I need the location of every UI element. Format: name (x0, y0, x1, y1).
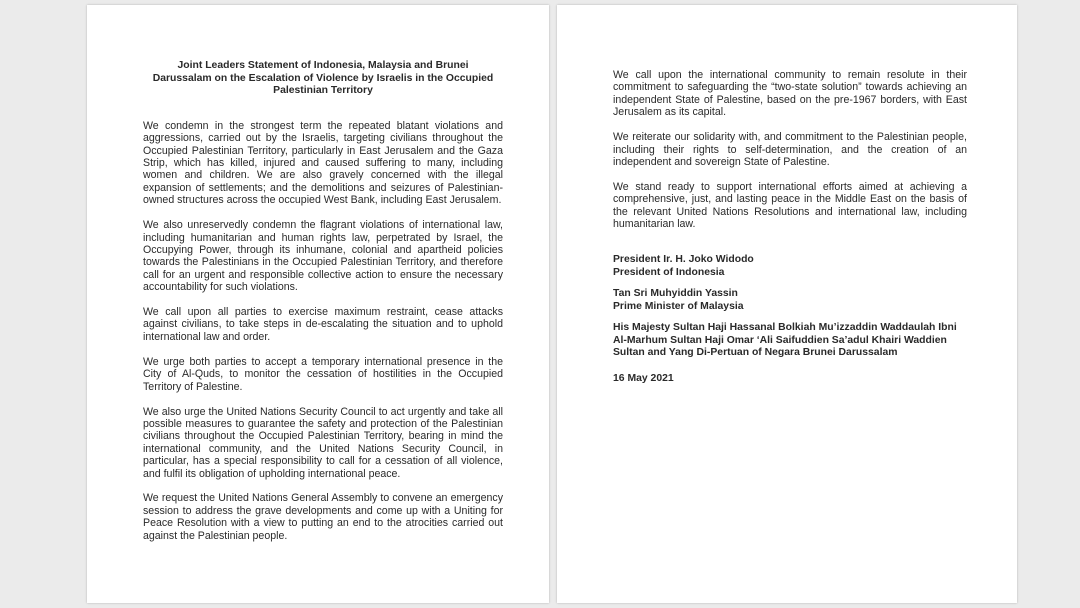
signatory-title: Prime Minister of Malaysia (613, 300, 744, 312)
paragraph: We reiterate our solidarity with, and commitment to the Palestinian people, including their rights to self-determination, and the creation of an independent and sovereign State of Palestine. (613, 131, 967, 168)
signatory-name: President Ir. H. Joko Widodo (613, 254, 754, 266)
paragraph: We also urge the United Nations Security Council to act urgently and take all possible measures to guarantee the safety and protection of the Palestinian civilians throughout the Occupied Palestinian Territory, bearing in mind the international community, and the United Nations Security Council, in particular, has a special responsibility to call for a cessation of all violence, and fulfil its obligation of upholding international peace. (143, 405, 503, 480)
signatory-malaysia (613, 288, 967, 313)
statement-title: Joint Leaders Statement of Indonesia, Malaysia and Brunei Darussalam on the Escalation of Violence by Israelis in the Occupied Palestinian Territory (152, 60, 494, 97)
signature-block (613, 254, 967, 385)
signatory-title: Sultan and Yang Di-Pertuan of Negara Brunei Darussalam (613, 346, 898, 358)
signatory-brunei (613, 322, 967, 359)
paragraph: We stand ready to support international efforts aimed at achieving a comprehensive, just, and lasting peace in the Middle East on the basis of the relevant United Nations Resolutions and international law, including humanitarian law. (613, 180, 967, 231)
statement-page-2 (557, 5, 1017, 603)
paragraph: We request the United Nations General Assembly to convene an emergency session to address the grave developments and come up with a Uniting for Peace Resolution with a view to putting an end to the atrocities carried out against the Palestinian people. (143, 492, 503, 542)
statement-date: 16 May 2021 (613, 373, 674, 385)
paragraph: We call upon the international community to remain resolute in their commitment to safeguarding the “two-state solution” towards achieving an independent State of Palestine, based on the pre-1967 borders, with East Jerusalem as its capital. (613, 69, 967, 119)
paragraph: We also unreservedly condemn the flagrant violations of international law, including humanitarian and human rights law, perpetrated by Israel, the Occupying Power, through its inhumane, colonial and apartheid policies towards the Palestinians in the Occupied Palestinian Territory, and therefore call for an urgent and responsible collective action to ensure the necessary accountability for such violations. (143, 219, 503, 294)
statement-page-1 (87, 5, 549, 603)
signatory-title: President of Indonesia (613, 266, 725, 278)
signatory-name: Tan Sri Muhyiddin Yassin (613, 288, 738, 300)
paragraph: We condemn in the strongest term the repeated blatant violations and aggressions, carried out by the Israelis, targeting civilians throughout the Occupied Palestinian Territory, particularly in East Jerusalem and the Gaza Strip, which has killed, injured and caused suffering to many, including women and children. We are also gravely concerned with the illegal expansion of settlements; and the demolitions and seizures of Palestinian-owned structures across the occupied West Bank, including East Jerusalem. (143, 119, 503, 207)
signatory-name-line: Al-Marhum Sultan Haji Omar ‘Ali Saifuddien Sa’adul Khairi Waddien (613, 334, 947, 346)
signatory-indonesia (613, 254, 967, 279)
paragraph: We call upon all parties to exercise maximum restraint, cease attacks against civilians, to take steps in de-escalating the situation and to uphold international law and order. (143, 306, 503, 343)
paragraph: We urge both parties to accept a temporary international presence in the City of Al-Quds, to monitor the cessation of hostilities in the Occupied Territory of Palestine. (143, 355, 503, 393)
signatory-name-line: His Majesty Sultan Haji Hassanal Bolkiah Mu’izzaddin Waddaulah Ibni (613, 322, 957, 334)
